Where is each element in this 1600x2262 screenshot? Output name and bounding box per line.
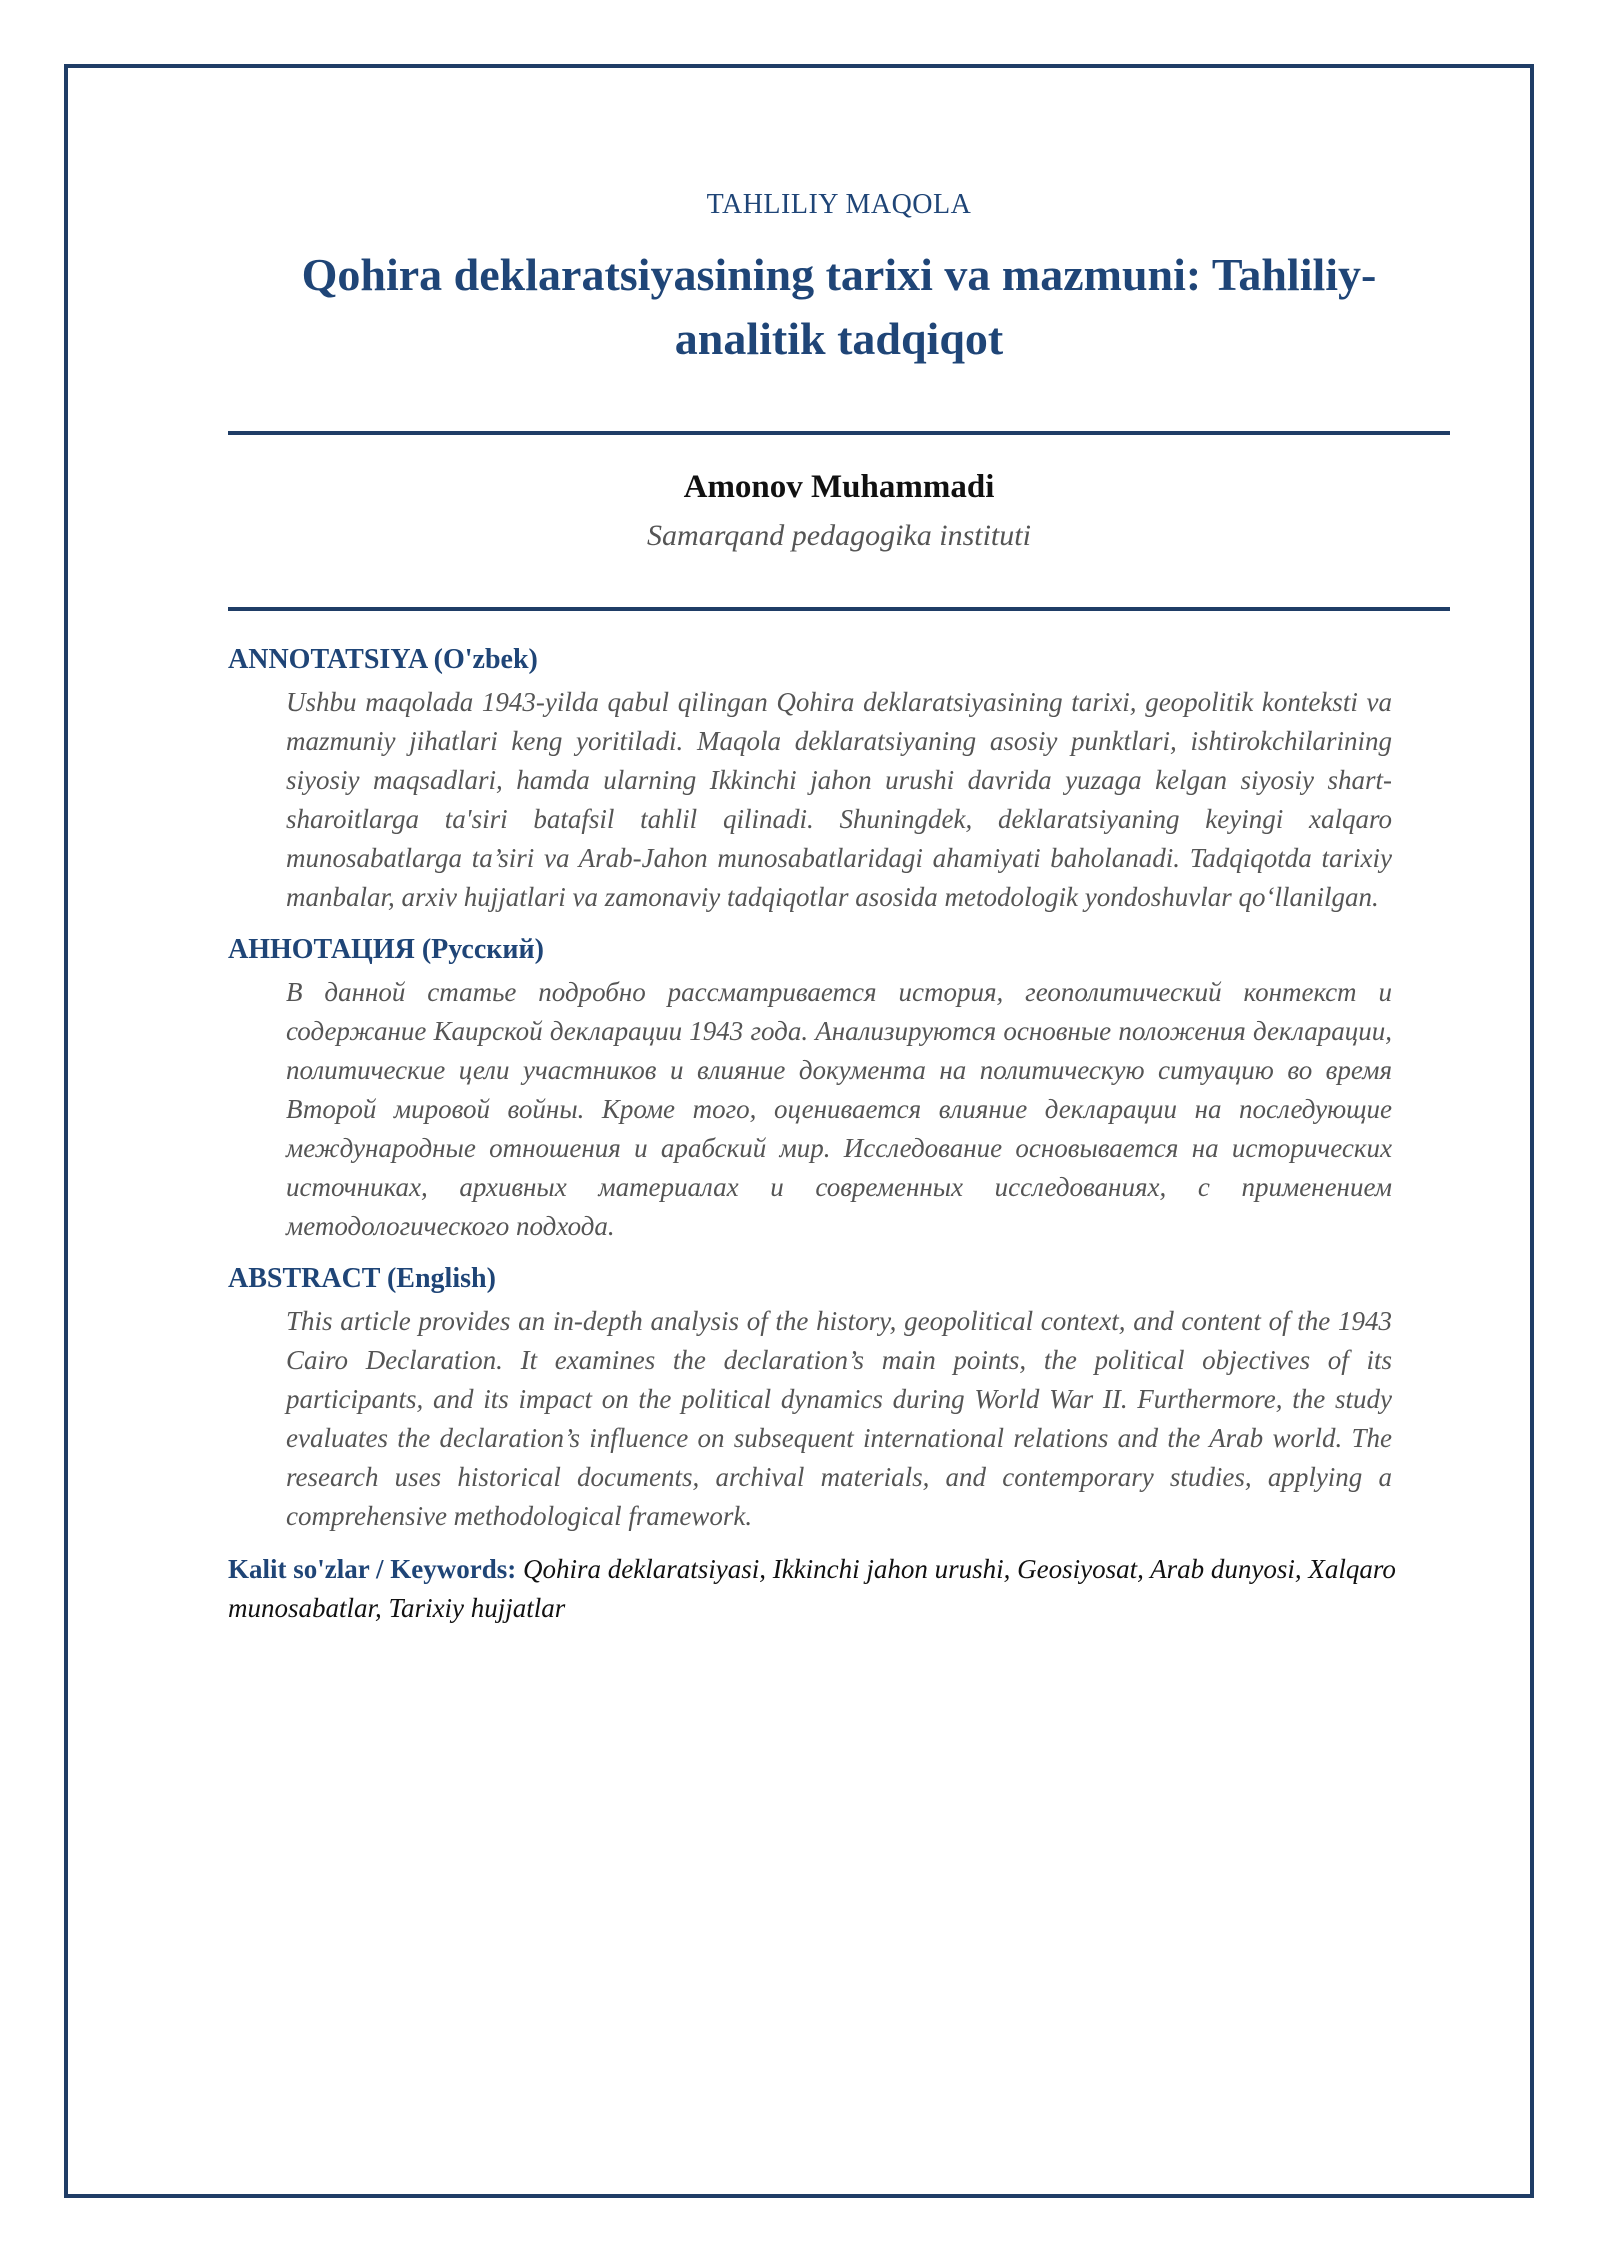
keywords xyxy=(228,1550,1450,1628)
author-affiliation: Samarqand pedagogika instituti xyxy=(647,519,1031,552)
author-divider xyxy=(228,607,1450,611)
article-type-label: TAHLILIY MAQOLA xyxy=(706,189,972,220)
keywords-label: Kalit so'zlar / Keywords: xyxy=(228,1554,517,1584)
abstract-english xyxy=(228,1260,1450,1536)
abstract-english-body: This article provides an in-depth analysis of the history, geopolitical context, and content of the 1943 Cairo Declaration. It examines the declaration’s main points, the political objectives of its participants, and its impact on the political dynamics during World War II. Furthermore, the study evaluates the declaration’s influence on subsequent international relations and the Arab world. The research uses historical documents, archival materials, and contemporary studies, applying a comprehensive methodological framework. xyxy=(286,1306,1392,1531)
article-content xyxy=(228,185,1450,1628)
header-divider xyxy=(228,431,1450,435)
abstract-english-heading: ABSTRACT (English) xyxy=(228,1263,496,1294)
article-title: Qohira deklaratsiyasining tarixi va mazmuni: Tahliliy-analitik tadqiqot xyxy=(301,249,1377,364)
abstract-uzbek-heading: ANNOTATSIYA (O'zbek) xyxy=(228,644,538,675)
abstract-russian xyxy=(228,931,1450,1246)
keywords-list: Qohira deklaratsiyasi, Ikkinchi jahon urushi, Geosiyosat, Arab dunyosi, Xalqaro munosabatlar, Tarixiy hujjatlar xyxy=(228,1554,1396,1623)
author-name: Amonov Muhammadi xyxy=(683,469,995,505)
abstract-russian-heading: АННОТАЦИЯ (Русский) xyxy=(228,934,544,965)
abstract-russian-body: В данной статье подробно рассматривается история, геополитический контекст и содержание Каирской декларации 1943 года. Анализируются основные положения декларации, политические цели участников и влияние документа на политическую ситуацию во время Второй мировой войны. Кроме того, оценивается влияние декларации на последующие международные отношения и арабский мир. Исследование основывается на исторических источниках, архивных материалах и современных исследованиях, с применением методологического подхода. xyxy=(286,977,1392,1241)
abstract-uzbek xyxy=(228,641,1450,917)
abstract-uzbek-body: Ushbu maqolada 1943-yilda qabul qilingan Qohira deklaratsiyasining tarixi, geopolitik konteksti va mazmuniy jihatlari keng yoritiladi. Maqola deklaratsiyaning asosiy punktlari, ishtirokchilarining siyosiy maqsadlari, hamda ularning Ikkinchi jahon urushi davrida yuzaga kelgan siyosiy shart-sharoitlarga ta'siri batafsil tahlil qilinadi. Shuningdek, deklaratsiyaning keyingi xalqaro munosabatlarga ta’siri va Arab-Jahon munosabatlaridagi ahamiyati baholanadi. Tadqiqotda tarixiy manbalar, arxiv hujjatlari va zamonaviy tadqiqotlar asosida metodologik yondoshuvlar qo‘llanilgan. xyxy=(286,687,1392,912)
